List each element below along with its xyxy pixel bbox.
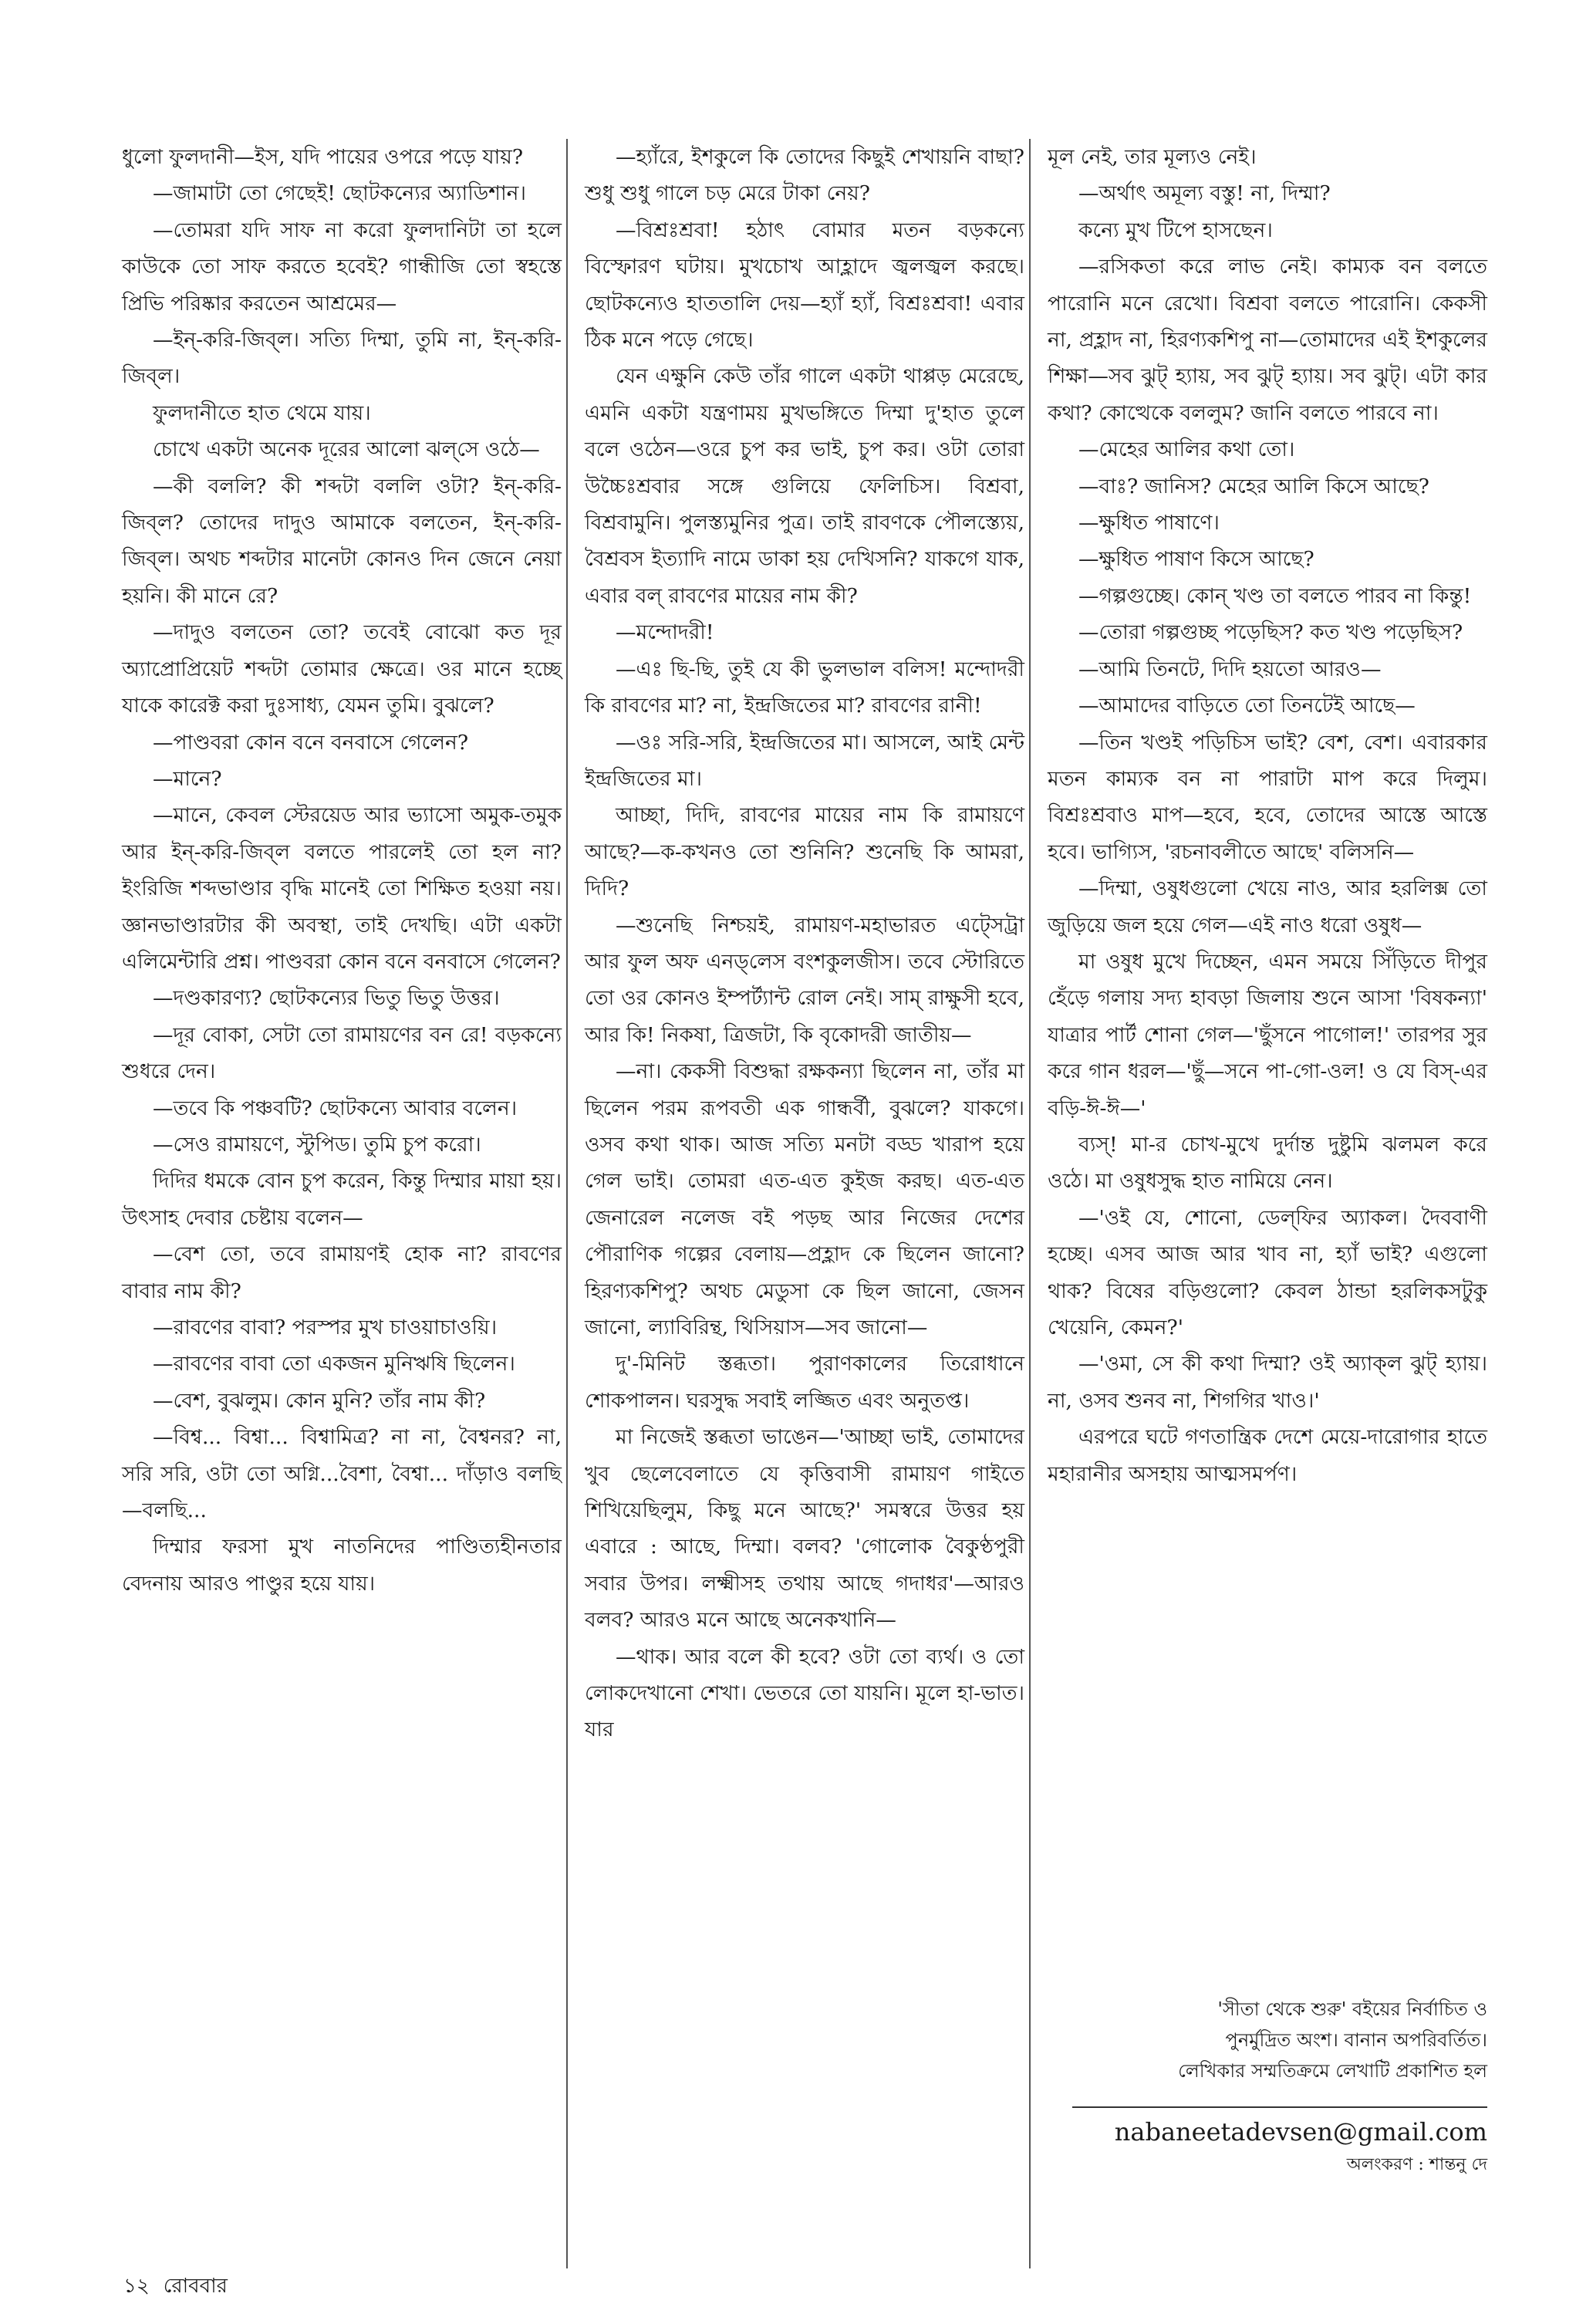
column-divider <box>1029 139 1031 2268</box>
paragraph: দিম্মার ফরসা মুখ নাতনিদের পাণ্ডিত্যহীনতার বেদনায় আরও পাণ্ডুর হয়ে যায়। <box>122 1535 562 1596</box>
illustration-credit: অলংকরণ : শান্তনু দে <box>1346 2155 1487 2174</box>
paragraph: আচ্ছা, দিদি, রাবণের মায়ের নাম কি রামায়ণে আছে?—ক-কখনও তো শুনিনি? শুনেছি কি আমরা, দিদি? <box>585 803 1024 901</box>
paragraph: কন্যে মুখ টিপে হাসছেন। <box>1078 218 1273 242</box>
paragraph: —এঃ ছি-ছি, তুই যে কী ভুলভাল বলিস! মন্দোদরী কি রাবণের মা? না, ইন্দ্রজিতের মা? রাবণের রানী! <box>585 657 1024 718</box>
paragraph: —সেও রামায়ণে, স্টুপিড। তুমি চুপ করো। <box>153 1132 481 1157</box>
paragraph: —বিশ্ব... বিশ্বা... বিশ্বামিত্র? না না, বৈশ্বনর? না, সরি সরি, ওটা তো অগ্নি...বৈশা, বৈশ্বা... দাঁড়াও বলছি—বলছি... <box>122 1425 562 1523</box>
paragraph: —থাক। আর বলে কী হবে? ওটা তো ব্যর্থ। ও তো লোকদেখানো শেখা। ভেতরে তো যায়নি। মূলে হা-ভাত। যার <box>585 1644 1024 1742</box>
credit-separator <box>1072 2106 1487 2108</box>
credit-line: পুনর্মুদ্রিত অংশ। বানান অপরিবর্তিত। <box>1225 2029 1487 2051</box>
paragraph: —বেশ তো, তবে রামায়ণই হোক না? রাবণের বাবার নাম কী? <box>122 1242 562 1303</box>
paragraph: —আমাদের বাড়িতে তো তিনটেই আছে— <box>1078 694 1416 718</box>
paragraph: —বিশ্রঃশ্রবা! হঠাৎ বোমার মতন বড়কন্যে বিস্ফোরণ ঘটায়। মুখচোখ আহ্লাদে জ্বলজ্বল করছে। ছোটকন্যেও হাততালি দেয়—হ্যাঁ হ্যাঁ, বিশ্রঃশ্রবা! এবার ঠিক মনে পড়ে গেছে। <box>585 218 1024 353</box>
paragraph: এরপরে ঘটে গণতান্ত্রিক দেশে মেয়ে-দারোগার হাতে মহারানীর অসহায় আত্মসমর্পণ। <box>1048 1425 1487 1486</box>
column-divider <box>566 139 568 2268</box>
paragraph: —হ্যাঁরে, ইশকুলে কি তোদের কিছুই শেখায়নি বাছা? শুধু শুধু গালে চড় মেরে টাকা নেয়? <box>585 145 1024 206</box>
paragraph: যেন এক্ষুনি কেউ তাঁর গালে একটা থাপ্পড় মেরেছে, এমনি একটা যন্ত্রণাময় মুখভঙ্গিতে দিম্মা দু'হাত তুলে বলে ওঠেন—ওরে চুপ কর ভাই, চুপ কর। ওটা তোরা উচ্চৈঃশ্রবার সঙ্গে গুলিয়ে ফেলিচিস। বিশ্রবা, বিশ্রবামুনি। পুলস্ত্যমুনির পুত্র। তাই রাবণকে পৌলস্ত্যেয়, বৈশ্রবস ইত্যাদি নামে ডাকা হয় দেখিসনি? যাকগে যাক, এবার বল্‌ রাবণের মায়ের নাম কী? <box>585 364 1024 608</box>
paragraph: —'ওই যে, শোনো, ডেল্‌ফির অ্যাকল। দৈববাণী হচ্ছে। এসব আজ আর খাব না, হ্যাঁ ভাই? এগুলো থাক? বিষের বড়িগুলো? কেবল ঠান্ডা হরলিকসটুকু খেয়েনি, কেমন?' <box>1048 1205 1487 1339</box>
paragraph: মা নিজেই স্তব্ধতা ভাঙেন—'আচ্ছা ভাই, তোমাদের খুব ছেলেবেলাতে যে কৃত্তিবাসী রামায়ণ গাইতে শিখিয়েছিলুম, কিছু মনে আছে?' সমস্বরে উত্তর হয় এবারে : আছে, দিম্মা। বলব? 'গোলোক বৈকুণ্ঠপুরী সবার উপর। লক্ষ্মীসহ তথায় আছে গদাধর'—আরও বলব? আরও মনে আছে অনেকখানি— <box>585 1425 1024 1633</box>
paragraph: —রাবণের বাবা? পরস্পর মুখ চাওয়াচাওয়ি। <box>153 1316 498 1339</box>
paragraph: —পাণ্ডবরা কোন বনে বনবাসে গেলেন? <box>153 730 469 755</box>
paragraph: দিদির ধমকে বোন চুপ করেন, কিন্তু দিম্মার মায়া হয়। উৎসাহ দেবার চেষ্টায় বলেন— <box>122 1169 562 1230</box>
paragraph: —তিন খণ্ডই পড়িচিস ভাই? বেশ, বেশ। এবারকার মতন কাম্যক বন না পারাটা মাপ করে দিলুম। বিশ্রঃশ্রবাও মাপ—হবে, হবে, তোদের আস্তে আস্তে হবে। ভাগ্যিস, 'রচনাবলীতে আছে' বলিসনি— <box>1048 730 1487 864</box>
paragraph: —দাদুও বলতেন তো? তবেই বোঝো কত দূর অ্যাপ্রোপ্রিয়েট শব্দটা তোমার ক্ষেত্রে। ওর মানে হচ্ছে যাকে কারেক্ট করা দুঃসাধ্য, যেমন তুমি। বুঝলে? <box>122 620 562 718</box>
credit-line: লেখিকার সম্মতিক্রমে লেখাটি প্রকাশিত হল <box>1178 2060 1487 2082</box>
author-email[interactable]: nabaneetadevsen@gmail.com <box>1114 2117 1487 2147</box>
text-column-2 <box>585 139 1024 1748</box>
paragraph: চোখে একটা অনেক দূরের আলো ঝল্‌সে ওঠে— <box>153 437 540 462</box>
credit-line: 'সীতা থেকে শুরু' বইয়ের নির্বাচিত ও <box>1217 1998 1487 2020</box>
paragraph: —জামাটা তো গেছেই! ছোটকন্যের অ্যাডিশান। <box>153 181 526 206</box>
paragraph: —মানে, কেবল স্টেরয়েড আর ভ্যাসো অমুক-তমুক আর ইন্-করি-জিব্‌ল বলতে পারলেই তো হল না? ইংরিজি শব্দভাণ্ডার বৃদ্ধি মানেই তো শিক্ষিত হওয়া নয়। জ্ঞানভাণ্ডারটার কী অবস্থা, তাই দেখছি। এটা একটা এলিমেন্টারি প্রশ্ন। পাণ্ডবরা কোন বনে বনবাসে গেলেন? <box>122 803 562 974</box>
paragraph: —না। কেকসী বিশুদ্ধা রক্ষকন্যা ছিলেন না, তাঁর মা ছিলেন পরম রূপবতী এক গান্ধর্বী, বুঝলে? যাকগে। ওসব কথা থাক। আজ সত্যি মনটা বড্ড খারাপ হয়ে গেল ভাই। তোমরা এত-এত কুইজ করছ। এত-এত জেনারেল নলেজ বই পড়ছ আর নিজের দেশের পৌরাণিক গল্পের বেলায়—প্রহ্লাদ কে ছিলেন জানো? হিরণ্যকশিপু? অথচ মেডুসা কে ছিল জানো, জেসন জানো, ল্যাবিরিন্থ, থিসিয়াস—সব জানো— <box>585 1059 1024 1339</box>
paragraph: —ক্ষুধিত পাষাণে। <box>1078 511 1220 535</box>
text-column-3 <box>1048 139 1487 1492</box>
source-credit <box>1048 1994 1487 2086</box>
paragraph: —মেহের আলির কথা তো। <box>1078 437 1295 462</box>
paragraph: —রাবণের বাবা তো একজন মুনিঋষি ছিলেন। <box>153 1352 515 1376</box>
paragraph: —বাঃ? জানিস? মেহের আলি কিসে আছে? <box>1078 474 1429 498</box>
paragraph: —আমি তিনটে, দিদি হয়তো আরও— <box>1078 657 1382 681</box>
paragraph: —দণ্ডকারণ্য? ছোটকন্যের ভিতু ভিতু উত্তর। <box>153 986 500 1011</box>
paragraph: —তোমরা যদি সাফ না করো ফুলদানিটা তা হলে কাউকে তো সাফ করতে হবেই? গান্ধীজি তো স্বহস্তে প্রিভি পরিষ্কার করতেন আশ্রমের— <box>122 218 562 316</box>
paragraph: —তবে কি পঞ্চবটি? ছোটকন্যে আবার বলেন। <box>153 1096 518 1120</box>
paragraph: —ক্ষুধিত পাষাণ কিসে আছে? <box>1078 547 1314 572</box>
paragraph: —ওঃ সরি-সরি, ইন্দ্রজিতের মা। আসলে, আই মেন্ট ইন্দ্রজিতের মা। <box>585 730 1024 791</box>
paragraph: —গল্পগুচ্ছে। কোন্ খণ্ড তা বলতে পারব না কিন্তু! <box>1078 583 1472 608</box>
page-number: ১২ <box>123 2275 150 2298</box>
paragraph: ফুলদানীতে হাত থেমে যায়। <box>153 400 371 425</box>
paragraph: —ইন্-করি-জিব্‌ল। সত্যি দিম্মা, তুমি না, ইন্-করি-জিব্‌ল। <box>122 328 562 389</box>
paragraph: —কী বললি? কী শব্দটা বললি ওটা? ইন্-করি-জিব্‌ল? তোদের দাদুও আমাকে বলতেন, ইন্-করি-জিব্‌ল। অথচ শব্দটার মানেটা কোনও দিন জেনে নেয়া হয়নি। কী মানে রে? <box>122 474 562 608</box>
paragraph: দু'-মিনিট স্তব্ধতা। পুরাণকালের তিরোধানে শোকপালন। ঘরসুদ্ধ সবাই লজ্জিত এবং অনুতপ্ত। <box>585 1352 1024 1413</box>
paragraph: মূল নেই, তার মূল্যও নেই। <box>1048 145 1257 169</box>
paragraph: —মানে? <box>153 766 222 791</box>
paragraph: —রসিকতা করে লাভ নেই। কাম্যক বন বলতে পারোনি মনে রেখো। বিশ্রবা বলতে পারোনি। কেকসী না, প্রহ্লাদ না, হিরণ্যকশিপু না—তোমাদের এই ইশকুলের শিক্ষা—সব ঝুট্ হ্যায়, সব ঝুট্ হ্যায়। সব ঝুট্। এটা কার কথা? কোত্থেকে বললুম? জানি বলতে পারবে না। <box>1048 255 1487 425</box>
paragraph: ব্যস্! মা-র চোখ-মুখে দুর্দান্ত দুষ্টুমি ঝলমল করে ওঠে। মা ওষুধসুদ্ধ হাত নামিয়ে নেন। <box>1048 1132 1487 1194</box>
paragraph: —মন্দোদরী! <box>616 620 714 645</box>
paragraph: —দিম্মা, ওষুধগুলো খেয়ে নাও, আর হরলিক্স তো জুড়িয়ে জল হয়ে গেল—এই নাও ধরো ওষুধ— <box>1048 877 1487 937</box>
paragraph: —'ওমা, সে কী কথা দিম্মা? ওই অ্যাক্‌ল ঝুট্ হ্যায়। না, ওসব শুনব না, শিগগির খাও।' <box>1048 1352 1487 1413</box>
paragraph: —অর্থাৎ অমূল্য বস্তু! না, দিম্মা? <box>1078 181 1331 206</box>
paragraph: —তোরা গল্পগুচ্ছ পড়েছিস? কত খণ্ড পড়েছিস? <box>1078 620 1463 645</box>
paragraph: —শুনেছি নিশ্চয়ই, রামায়ণ-মহাভারত এট্সেট্রা আর ফুল অফ এনড্‌লেস বংশকুলজীস। তবে স্টোরিতে তো ওর কোনও ইম্পর্ট্যান্ট রোল নেই। সাম্ রাক্ষুসী হবে, আর কি! নিকষা, ত্রিজটা, কি বৃকোদরী জাতীয়— <box>585 913 1024 1047</box>
magazine-name: রোববার <box>163 2275 228 2298</box>
page-footer <box>123 2273 241 2299</box>
text-column-1 <box>122 139 562 1602</box>
paragraph: —দূর বোকা, সেটা তো রামায়ণের বন রে! বড়কন্যে শুধরে দেন। <box>122 1022 562 1084</box>
paragraph: মা ওষুধ মুখে দিচ্ছেন, এমন সময়ে সিঁড়িতে দীপুর হেঁড়ে গলায় সদ্য হাবড়া জিলায় শুনে আসা 'বিষকন্যা' যাত্রার পার্ট শোনা গেল—'ছুঁসনে পাগোল!' তারপর সুর করে গান ধরল—'ছুঁ—সনে পা-গো-ওল! ও যে বিস্-এর বড়ি-ঈ-ঈ—' <box>1048 949 1487 1120</box>
paragraph: —বেশ, বুঝলুম। কোন মুনি? তাঁর নাম কী? <box>153 1388 486 1413</box>
paragraph: ধুলো ফুলদানী—ইস, যদি পায়ের ওপরে পড়ে যায়? <box>122 145 524 169</box>
